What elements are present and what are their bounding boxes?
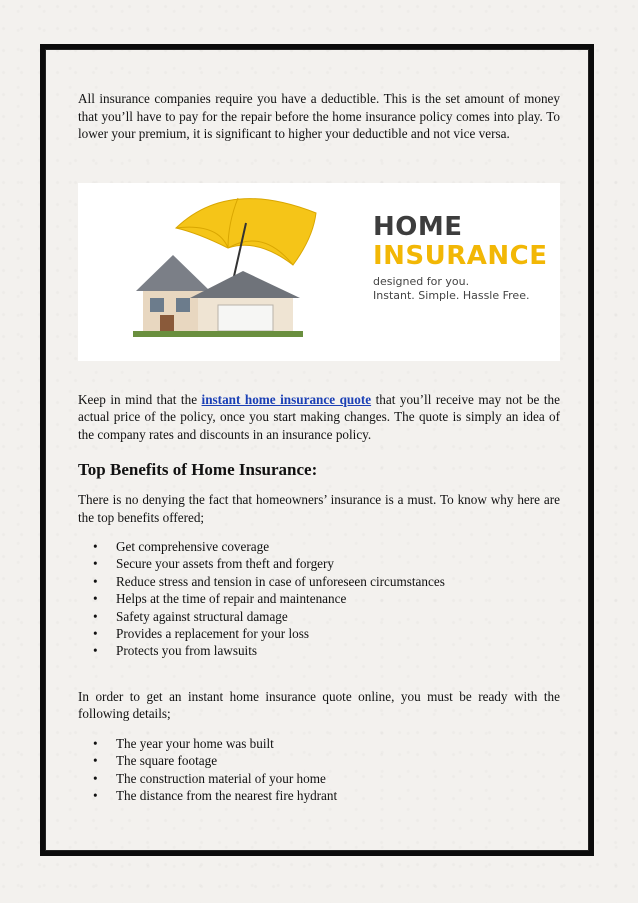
paragraph-details-intro: In order to get an instant home insurance quote online, you must be ready with the following details; [78, 688, 560, 722]
paragraph-quote-end: that you’ll receive may not be the actual price of the policy, once you start making changes. The quote is simply an idea of the company rates and discounts in an insurance policy. [78, 391, 560, 442]
list-item: • The construction material of your home [116, 770, 560, 787]
paragraph-benefits-intro: There is no denying the fact that homeowners’ insurance is a must. To know why here are the top benefits offered; [78, 492, 560, 525]
banner-text [373, 213, 548, 303]
list-item: • Protects you from lawsuits [116, 642, 560, 659]
list-item: • Secure your assets from theft and forgery [116, 555, 560, 572]
list-item: • Provides a replacement for your loss [116, 625, 560, 642]
list-item: • Helps at the time of repair and maintenance [116, 590, 560, 607]
instant-quote-link[interactable]: instant home insurance quote [201, 391, 372, 407]
list-item: • Safety against structural damage [116, 608, 560, 625]
details-list [78, 735, 560, 805]
benefits-heading: Top Benefits of Home Insurance: [78, 460, 318, 479]
banner-tagline-2: Instant. Simple. Hassle Free. [373, 288, 530, 302]
list-item: • The distance from the nearest fire hydrant [116, 787, 560, 804]
banner-tagline: designed for you. [373, 274, 470, 288]
list-item: • The square footage [116, 752, 560, 769]
paragraph-quote-start: Keep in mind that the [78, 391, 202, 407]
house-icon [133, 255, 303, 337]
home-insurance-banner [78, 183, 560, 361]
paragraph-quote [78, 391, 560, 444]
list-item: • The year your home was built [116, 735, 560, 752]
banner-title-insurance: INSURANCE [373, 240, 548, 271]
banner-title-home: HOME [373, 211, 463, 242]
list-item: • Reduce stress and tension in case of unforeseen circumstances [116, 573, 560, 590]
list-item: • Get comprehensive coverage [116, 538, 560, 555]
paragraph-deductible: All insurance companies require you have a deductible. This is the set amount of money that you’ll have to pay for the repair before the home insurance policy comes into play. To lower your premium, it is significant to higher your deductible and not vice versa. [78, 91, 560, 141]
document-body [78, 90, 560, 804]
benefits-list [78, 538, 560, 660]
